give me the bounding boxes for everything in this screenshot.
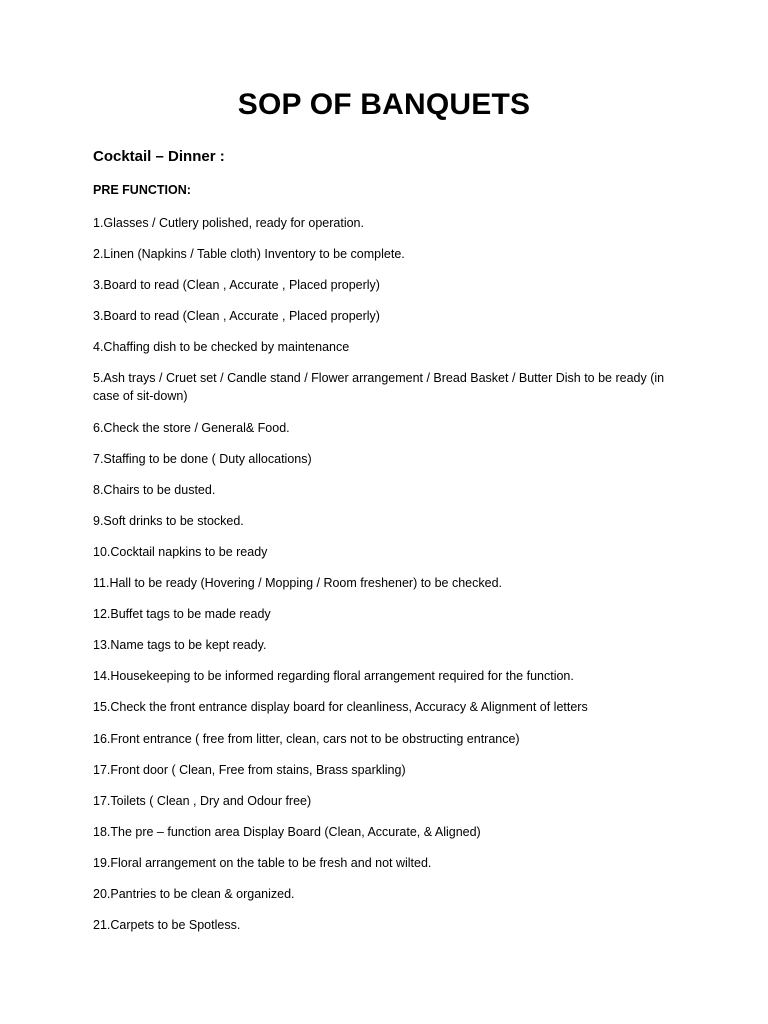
checklist-item: 18.The pre – function area Display Board (Clean, Accurate, & Aligned) [93,824,481,839]
checklist-item: 4.Chaffing dish to be checked by maintenance [93,340,350,355]
checklist-item: 20.Pantries to be clean & organized. [93,886,295,901]
checklist-item: 21.Carpets to be Spotless. [93,918,241,933]
checklist-item: 12.Buffet tags to be made ready [93,607,271,622]
checklist-item: 10.Cocktail napkins to be ready [93,544,268,559]
checklist-item: 8.Chairs to be dusted. [93,482,216,497]
document-title: SOP OF BANQUETS [237,88,531,121]
checklist-item: 16.Front entrance ( free from litter, clean, cars not to be obstructing entrance) [93,731,520,746]
checklist-item: 3.Board to read (Clean , Accurate , Placed properly) [93,278,380,293]
checklist-item: 17.Toilets ( Clean , Dry and Odour free) [93,793,312,808]
checklist-item: 15.Check the front entrance display board for cleanliness, Accuracy & Alignment of letters [93,700,588,715]
document-subtitle: Cocktail – Dinner : [93,148,225,165]
checklist-item: 14.Housekeeping to be informed regarding floral arrangement required for the function. [93,669,574,684]
checklist-item: 5.Ash trays / Cruet set / Candle stand / Flower arrangement / Bread Basket / Butter Dish to be ready (in case of sit-down) [93,371,665,404]
section-heading: PRE FUNCTION: [93,183,191,197]
checklist-item: 11.Hall to be ready (Hovering / Mopping / Room freshener) to be checked. [93,576,503,591]
checklist-item: 17.Front door ( Clean, Free from stains, Brass sparkling) [93,762,406,777]
checklist-item: 3.Board to read (Clean , Accurate , Placed properly) [93,309,380,324]
checklist-item: 13.Name tags to be kept ready. [93,638,267,653]
checklist-item: 6.Check the store / General& Food. [93,420,290,435]
checklist-item: 19.Floral arrangement on the table to be fresh and not wilted. [93,855,432,870]
checklist-item: 9.Soft drinks to be stocked. [93,513,244,528]
checklist-item: 2.Linen (Napkins / Table cloth) Inventory to be complete. [93,247,405,262]
checklist-item: 1.Glasses / Cutlery polished, ready for operation. [93,216,364,230]
checklist [93,214,678,947]
checklist-item: 7.Staffing to be done ( Duty allocations) [93,451,312,466]
